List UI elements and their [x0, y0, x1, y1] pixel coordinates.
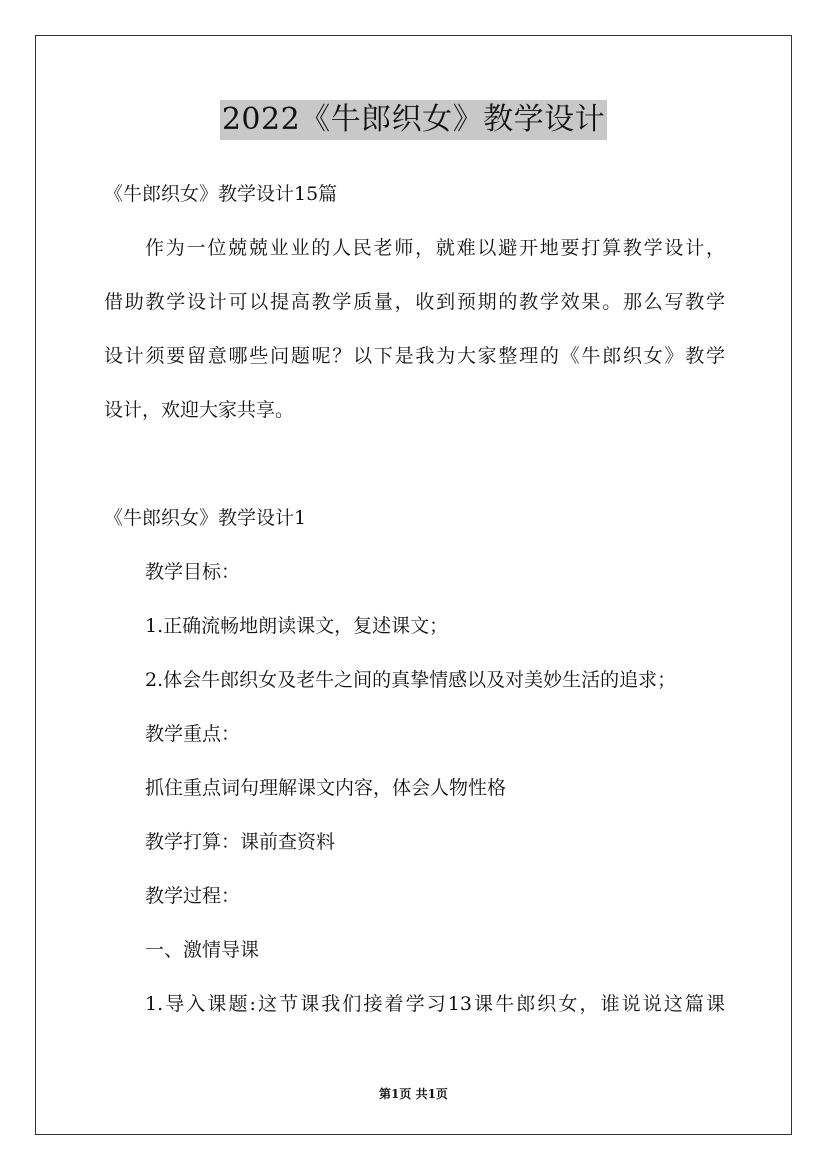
intro-line-4: 设计，欢迎大家共享。 [104, 399, 295, 421]
intro-line-1: 作为一位兢兢业业的人民老师，就难以避开地要打算教学设计， [145, 237, 725, 259]
section-line-7: 教学过程： [145, 885, 241, 907]
section-line-9: 1.导入课题:这节课我们接着学习13课牛郎织女，谁说说这篇课 [145, 993, 725, 1015]
section-line-3: 2.体会牛郎织女及老牛之间的真挚情感以及对美妙生活的追求； [145, 669, 677, 691]
document-title-wrap [0, 100, 827, 140]
document-subtitle: 《牛郎织女》教学设计15篇 [104, 183, 338, 205]
section-line-2: 1.正确流畅地朗读课文，复述课文； [145, 615, 449, 637]
section-line-8: 一、激情导课 [145, 939, 260, 961]
section-line-5: 抓住重点词句理解课文内容，体会人物性格 [145, 777, 507, 799]
section-heading: 《牛郎织女》教学设计1 [104, 507, 307, 529]
intro-line-2: 借助教学设计可以提高教学质量，收到预期的教学效果。那么写教学 [104, 291, 725, 313]
intro-line-3: 设计须要留意哪些问题呢？以下是我为大家整理的《牛郎织女》教学 [104, 345, 725, 367]
document-title: 2022《牛郎织女》教学设计 [220, 100, 607, 140]
section-line-6: 教学打算：课前查资料 [145, 831, 336, 853]
section-line-1: 教学目标： [145, 561, 241, 583]
page-footer: 第1页 共1页 [379, 1087, 448, 1101]
section-line-4: 教学重点： [145, 723, 241, 745]
